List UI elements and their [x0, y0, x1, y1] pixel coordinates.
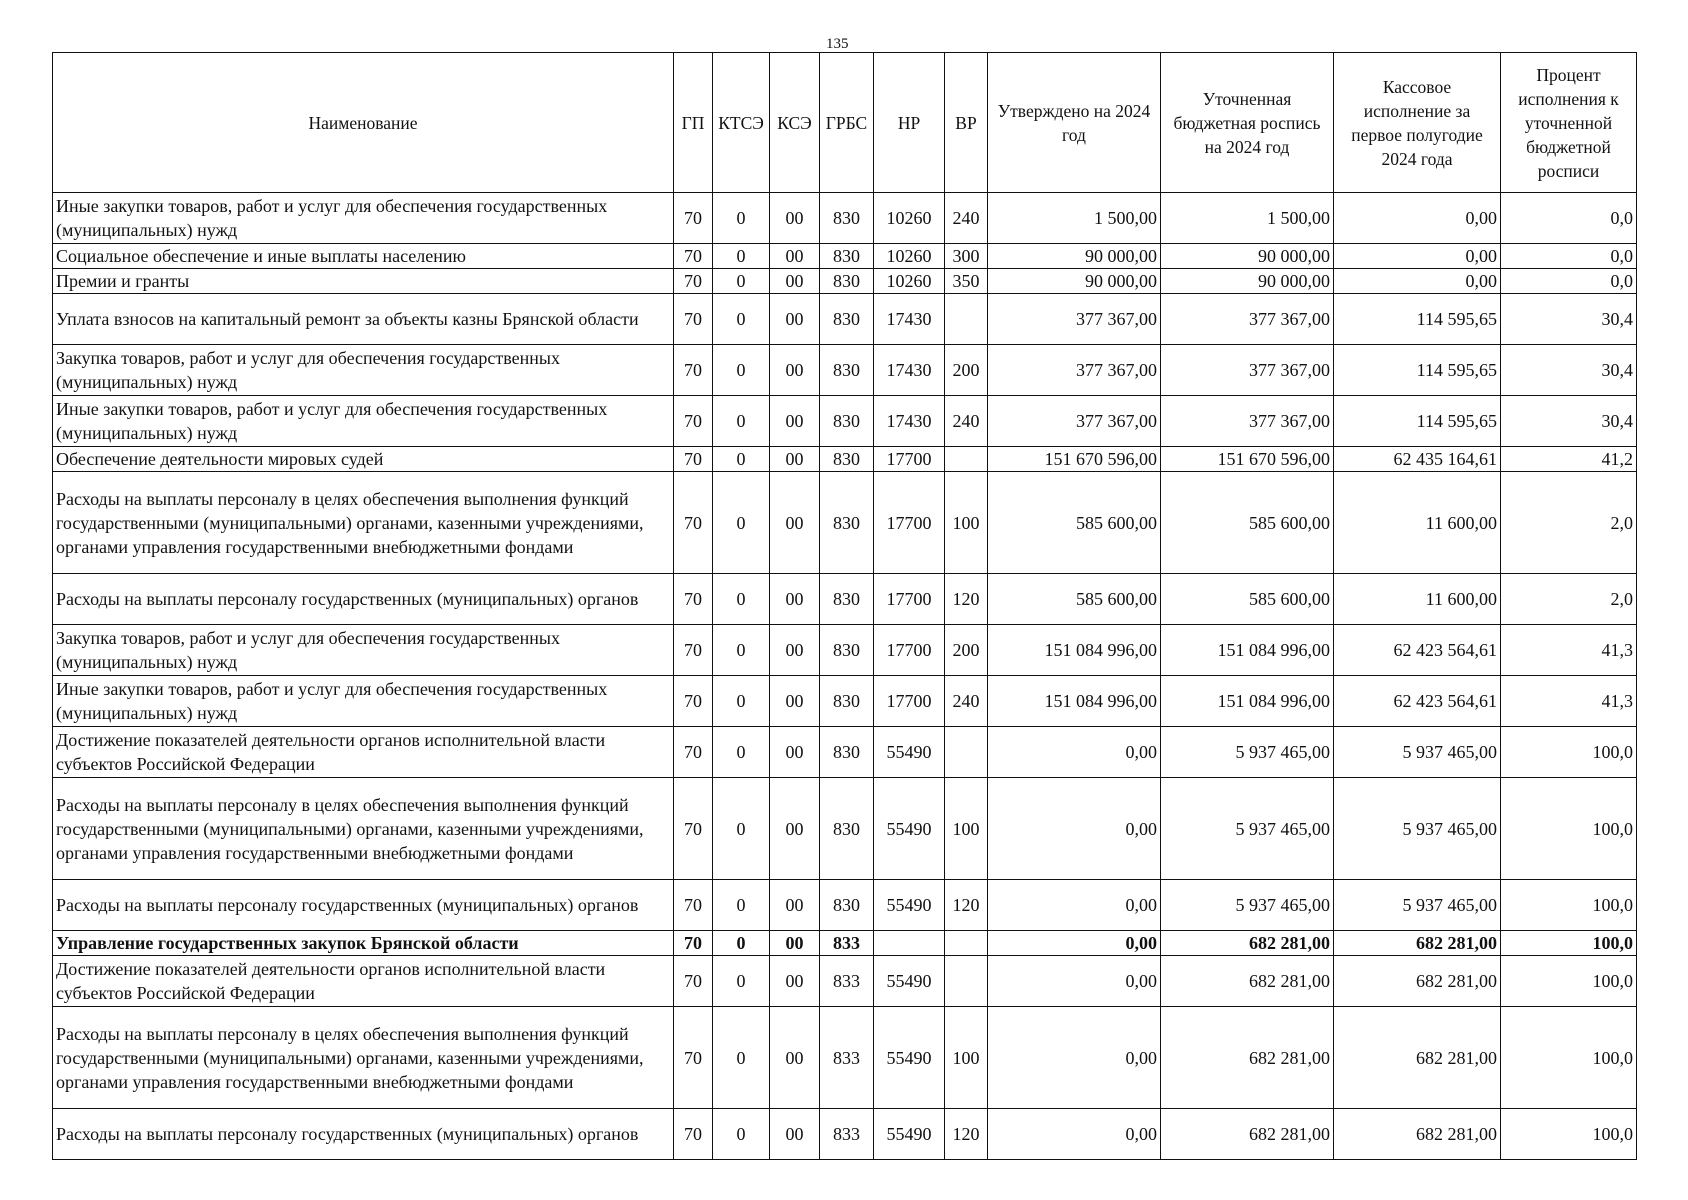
table-row [53, 778, 1637, 880]
cell-cash: 5 937 465,00 [1334, 727, 1501, 778]
table-row [53, 447, 1637, 472]
cell-grbs: 830 [820, 880, 874, 931]
cell-approved: 151 084 996,00 [988, 676, 1161, 727]
cell-kse: 00 [770, 472, 820, 574]
cell-gp: 70 [674, 778, 713, 880]
cell-kse: 00 [770, 727, 820, 778]
cell-name: Иные закупки товаров, работ и услуг для обеспечения государственных (муниципальных) нужд [53, 396, 674, 447]
cell-vr: 100 [945, 472, 988, 574]
cell-cash: 5 937 465,00 [1334, 880, 1501, 931]
cell-refined: 377 367,00 [1161, 294, 1334, 345]
cell-approved: 90 000,00 [988, 269, 1161, 294]
cell-approved: 377 367,00 [988, 345, 1161, 396]
cell-gp: 70 [674, 1109, 713, 1160]
cell-vr: 100 [945, 778, 988, 880]
cell-nr: 17700 [874, 625, 945, 676]
cell-vr: 100 [945, 1007, 988, 1109]
cell-percent: 0,0 [1501, 244, 1637, 269]
cell-cash: 682 281,00 [1334, 931, 1501, 956]
header-cash: Кассовое исполнение за первое полугодие 2024 года [1334, 53, 1501, 193]
cell-name: Иные закупки товаров, работ и услуг для обеспечения государственных (муниципальных) нужд [53, 676, 674, 727]
cell-percent: 100,0 [1501, 1007, 1637, 1109]
cell-gp: 70 [674, 727, 713, 778]
cell-vr [945, 931, 988, 956]
table-row [53, 625, 1637, 676]
cell-percent: 30,4 [1501, 396, 1637, 447]
cell-ktse: 0 [713, 1007, 770, 1109]
cell-approved: 0,00 [988, 931, 1161, 956]
cell-ktse: 0 [713, 193, 770, 244]
cell-percent: 100,0 [1501, 727, 1637, 778]
cell-vr: 120 [945, 574, 988, 625]
cell-grbs: 830 [820, 574, 874, 625]
cell-percent: 100,0 [1501, 956, 1637, 1007]
cell-name: Иные закупки товаров, работ и услуг для обеспечения государственных (муниципальных) нужд [53, 193, 674, 244]
cell-cash: 0,00 [1334, 244, 1501, 269]
cell-refined: 377 367,00 [1161, 396, 1334, 447]
cell-approved: 151 084 996,00 [988, 625, 1161, 676]
cell-percent: 100,0 [1501, 778, 1637, 880]
cell-vr [945, 727, 988, 778]
cell-name: Расходы на выплаты персоналу государственных (муниципальных) органов [53, 574, 674, 625]
cell-nr: 10260 [874, 193, 945, 244]
cell-approved: 585 600,00 [988, 472, 1161, 574]
cell-cash: 62 435 164,61 [1334, 447, 1501, 472]
cell-name: Расходы на выплаты персоналу государственных (муниципальных) органов [53, 1109, 674, 1160]
cell-gp: 70 [674, 396, 713, 447]
cell-approved: 1 500,00 [988, 193, 1161, 244]
cell-refined: 151 084 996,00 [1161, 676, 1334, 727]
cell-approved: 0,00 [988, 956, 1161, 1007]
cell-vr: 200 [945, 625, 988, 676]
cell-gp: 70 [674, 676, 713, 727]
cell-cash: 11 600,00 [1334, 472, 1501, 574]
cell-kse: 00 [770, 244, 820, 269]
cell-grbs: 830 [820, 193, 874, 244]
header-ktse: КТСЭ [713, 53, 770, 193]
table-row [53, 727, 1637, 778]
cell-percent: 100,0 [1501, 1109, 1637, 1160]
cell-name: Закупка товаров, работ и услуг для обеспечения государственных (муниципальных) нужд [53, 625, 674, 676]
cell-percent: 0,0 [1501, 193, 1637, 244]
cell-refined: 151 670 596,00 [1161, 447, 1334, 472]
cell-nr: 17700 [874, 574, 945, 625]
cell-name: Достижение показателей деятельности органов исполнительной власти субъектов Российской Федерации [53, 956, 674, 1007]
cell-ktse: 0 [713, 294, 770, 345]
cell-nr: 10260 [874, 244, 945, 269]
cell-grbs: 830 [820, 345, 874, 396]
cell-ktse: 0 [713, 244, 770, 269]
cell-approved: 90 000,00 [988, 244, 1161, 269]
cell-name: Закупка товаров, работ и услуг для обеспечения государственных (муниципальных) нужд [53, 345, 674, 396]
cell-gp: 70 [674, 294, 713, 345]
cell-vr: 120 [945, 1109, 988, 1160]
cell-vr [945, 294, 988, 345]
cell-grbs: 830 [820, 447, 874, 472]
cell-percent: 100,0 [1501, 931, 1637, 956]
cell-refined: 585 600,00 [1161, 574, 1334, 625]
cell-grbs: 833 [820, 931, 874, 956]
cell-grbs: 830 [820, 244, 874, 269]
cell-kse: 00 [770, 931, 820, 956]
cell-kse: 00 [770, 880, 820, 931]
header-name: Наименование [53, 53, 674, 193]
cell-ktse: 0 [713, 625, 770, 676]
cell-name: Социальное обеспечение и иные выплаты населению [53, 244, 674, 269]
cell-cash: 114 595,65 [1334, 294, 1501, 345]
cell-name: Расходы на выплаты персоналу в целях обеспечения выполнения функций государственными (муниципальными) органами, казенными учреждениями, органами управления государственными внебюджетными фондами [53, 778, 674, 880]
table-row [53, 574, 1637, 625]
cell-gp: 70 [674, 447, 713, 472]
table-row [53, 193, 1637, 244]
cell-refined: 682 281,00 [1161, 1109, 1334, 1160]
cell-ktse: 0 [713, 956, 770, 1007]
table-row [53, 1109, 1637, 1160]
cell-cash: 11 600,00 [1334, 574, 1501, 625]
table-row [53, 345, 1637, 396]
cell-gp: 70 [674, 880, 713, 931]
table-row [53, 956, 1637, 1007]
cell-ktse: 0 [713, 778, 770, 880]
cell-vr: 240 [945, 396, 988, 447]
cell-percent: 0,0 [1501, 269, 1637, 294]
cell-ktse: 0 [713, 574, 770, 625]
cell-gp: 70 [674, 625, 713, 676]
cell-approved: 0,00 [988, 1109, 1161, 1160]
header-row [53, 53, 1637, 193]
cell-percent: 41,3 [1501, 625, 1637, 676]
cell-kse: 00 [770, 447, 820, 472]
cell-percent: 2,0 [1501, 472, 1637, 574]
cell-refined: 377 367,00 [1161, 345, 1334, 396]
cell-cash: 114 595,65 [1334, 345, 1501, 396]
cell-name: Управление государственных закупок Брянской области [53, 931, 674, 956]
cell-kse: 00 [770, 956, 820, 1007]
cell-gp: 70 [674, 956, 713, 1007]
cell-nr: 17430 [874, 345, 945, 396]
cell-refined: 682 281,00 [1161, 956, 1334, 1007]
cell-kse: 00 [770, 778, 820, 880]
cell-percent: 2,0 [1501, 574, 1637, 625]
budget-table [52, 52, 1637, 1160]
cell-grbs: 830 [820, 472, 874, 574]
cell-percent: 41,2 [1501, 447, 1637, 472]
cell-ktse: 0 [713, 1109, 770, 1160]
cell-kse: 00 [770, 574, 820, 625]
header-kse: КСЭ [770, 53, 820, 193]
cell-refined: 585 600,00 [1161, 472, 1334, 574]
cell-cash: 682 281,00 [1334, 1109, 1501, 1160]
cell-ktse: 0 [713, 727, 770, 778]
cell-cash: 0,00 [1334, 193, 1501, 244]
cell-gp: 70 [674, 931, 713, 956]
table-row [53, 880, 1637, 931]
cell-nr: 55490 [874, 727, 945, 778]
cell-approved: 377 367,00 [988, 396, 1161, 447]
cell-refined: 5 937 465,00 [1161, 778, 1334, 880]
cell-cash: 5 937 465,00 [1334, 778, 1501, 880]
table-body [53, 193, 1637, 1160]
cell-nr [874, 931, 945, 956]
cell-refined: 682 281,00 [1161, 1007, 1334, 1109]
cell-name: Расходы на выплаты персоналу в целях обеспечения выполнения функций государственными (муниципальными) органами, казенными учреждениями, органами управления государственными внебюджетными фондами [53, 1007, 674, 1109]
page-number: 135 [826, 36, 849, 52]
cell-vr [945, 956, 988, 1007]
cell-nr: 55490 [874, 880, 945, 931]
cell-ktse: 0 [713, 345, 770, 396]
table-row [53, 294, 1637, 345]
cell-grbs: 830 [820, 396, 874, 447]
cell-nr: 55490 [874, 1109, 945, 1160]
cell-kse: 00 [770, 294, 820, 345]
cell-vr: 120 [945, 880, 988, 931]
cell-nr: 10260 [874, 269, 945, 294]
cell-refined: 151 084 996,00 [1161, 625, 1334, 676]
cell-cash: 682 281,00 [1334, 1007, 1501, 1109]
cell-approved: 377 367,00 [988, 294, 1161, 345]
cell-grbs: 830 [820, 676, 874, 727]
cell-name: Уплата взносов на капитальный ремонт за объекты казны Брянской области [53, 294, 674, 345]
cell-percent: 30,4 [1501, 345, 1637, 396]
cell-nr: 17700 [874, 676, 945, 727]
cell-gp: 70 [674, 269, 713, 294]
cell-nr: 17700 [874, 472, 945, 574]
cell-kse: 00 [770, 269, 820, 294]
cell-grbs: 833 [820, 1109, 874, 1160]
cell-grbs: 830 [820, 778, 874, 880]
cell-ktse: 0 [713, 931, 770, 956]
cell-gp: 70 [674, 472, 713, 574]
cell-approved: 0,00 [988, 1007, 1161, 1109]
header-gp: ГП [674, 53, 713, 193]
cell-ktse: 0 [713, 447, 770, 472]
cell-ktse: 0 [713, 676, 770, 727]
cell-ktse: 0 [713, 269, 770, 294]
cell-vr [945, 447, 988, 472]
cell-grbs: 833 [820, 956, 874, 1007]
header-approved: Утверждено на 2024 год [988, 53, 1161, 193]
cell-nr: 17430 [874, 396, 945, 447]
header-vr: ВР [945, 53, 988, 193]
cell-refined: 90 000,00 [1161, 244, 1334, 269]
cell-vr: 200 [945, 345, 988, 396]
cell-gp: 70 [674, 244, 713, 269]
cell-grbs: 830 [820, 269, 874, 294]
cell-vr: 300 [945, 244, 988, 269]
cell-kse: 00 [770, 345, 820, 396]
cell-name: Расходы на выплаты персоналу государственных (муниципальных) органов [53, 880, 674, 931]
table-row [53, 1007, 1637, 1109]
cell-name: Достижение показателей деятельности органов исполнительной власти субъектов Российской Федерации [53, 727, 674, 778]
header-percent: Процент исполнения к уточненной бюджетной росписи [1501, 53, 1637, 193]
cell-refined: 682 281,00 [1161, 931, 1334, 956]
cell-gp: 70 [674, 1007, 713, 1109]
cell-vr: 350 [945, 269, 988, 294]
cell-cash: 62 423 564,61 [1334, 625, 1501, 676]
cell-kse: 00 [770, 193, 820, 244]
cell-ktse: 0 [713, 472, 770, 574]
cell-name: Премии и гранты [53, 269, 674, 294]
cell-refined: 90 000,00 [1161, 269, 1334, 294]
cell-gp: 70 [674, 574, 713, 625]
cell-percent: 100,0 [1501, 880, 1637, 931]
table-row [53, 472, 1637, 574]
cell-cash: 114 595,65 [1334, 396, 1501, 447]
cell-kse: 00 [770, 676, 820, 727]
cell-nr: 17700 [874, 447, 945, 472]
cell-gp: 70 [674, 193, 713, 244]
cell-kse: 00 [770, 396, 820, 447]
cell-grbs: 830 [820, 625, 874, 676]
cell-vr: 240 [945, 193, 988, 244]
cell-kse: 00 [770, 1109, 820, 1160]
header-nr: НР [874, 53, 945, 193]
cell-refined: 1 500,00 [1161, 193, 1334, 244]
cell-name: Обеспечение деятельности мировых судей [53, 447, 674, 472]
cell-refined: 5 937 465,00 [1161, 880, 1334, 931]
cell-nr: 17430 [874, 294, 945, 345]
cell-approved: 585 600,00 [988, 574, 1161, 625]
cell-approved: 151 670 596,00 [988, 447, 1161, 472]
cell-nr: 55490 [874, 1007, 945, 1109]
cell-kse: 00 [770, 1007, 820, 1109]
cell-ktse: 0 [713, 396, 770, 447]
cell-nr: 55490 [874, 778, 945, 880]
cell-percent: 41,3 [1501, 676, 1637, 727]
table-row [53, 269, 1637, 294]
table-row [53, 396, 1637, 447]
cell-grbs: 830 [820, 294, 874, 345]
header-refined: Уточненная бюджетная роспись на 2024 год [1161, 53, 1334, 193]
cell-grbs: 830 [820, 727, 874, 778]
cell-kse: 00 [770, 625, 820, 676]
table-row [53, 244, 1637, 269]
cell-refined: 5 937 465,00 [1161, 727, 1334, 778]
table-row [53, 931, 1637, 956]
cell-percent: 30,4 [1501, 294, 1637, 345]
cell-cash: 62 423 564,61 [1334, 676, 1501, 727]
cell-name: Расходы на выплаты персоналу в целях обеспечения выполнения функций государственными (муниципальными) органами, казенными учреждениями, органами управления государственными внебюджетными фондами [53, 472, 674, 574]
cell-cash: 0,00 [1334, 269, 1501, 294]
header-grbs: ГРБС [820, 53, 874, 193]
cell-nr: 55490 [874, 956, 945, 1007]
cell-approved: 0,00 [988, 727, 1161, 778]
cell-cash: 682 281,00 [1334, 956, 1501, 1007]
cell-grbs: 833 [820, 1007, 874, 1109]
cell-approved: 0,00 [988, 778, 1161, 880]
cell-vr: 240 [945, 676, 988, 727]
cell-gp: 70 [674, 345, 713, 396]
cell-ktse: 0 [713, 880, 770, 931]
cell-approved: 0,00 [988, 880, 1161, 931]
table-row [53, 676, 1637, 727]
